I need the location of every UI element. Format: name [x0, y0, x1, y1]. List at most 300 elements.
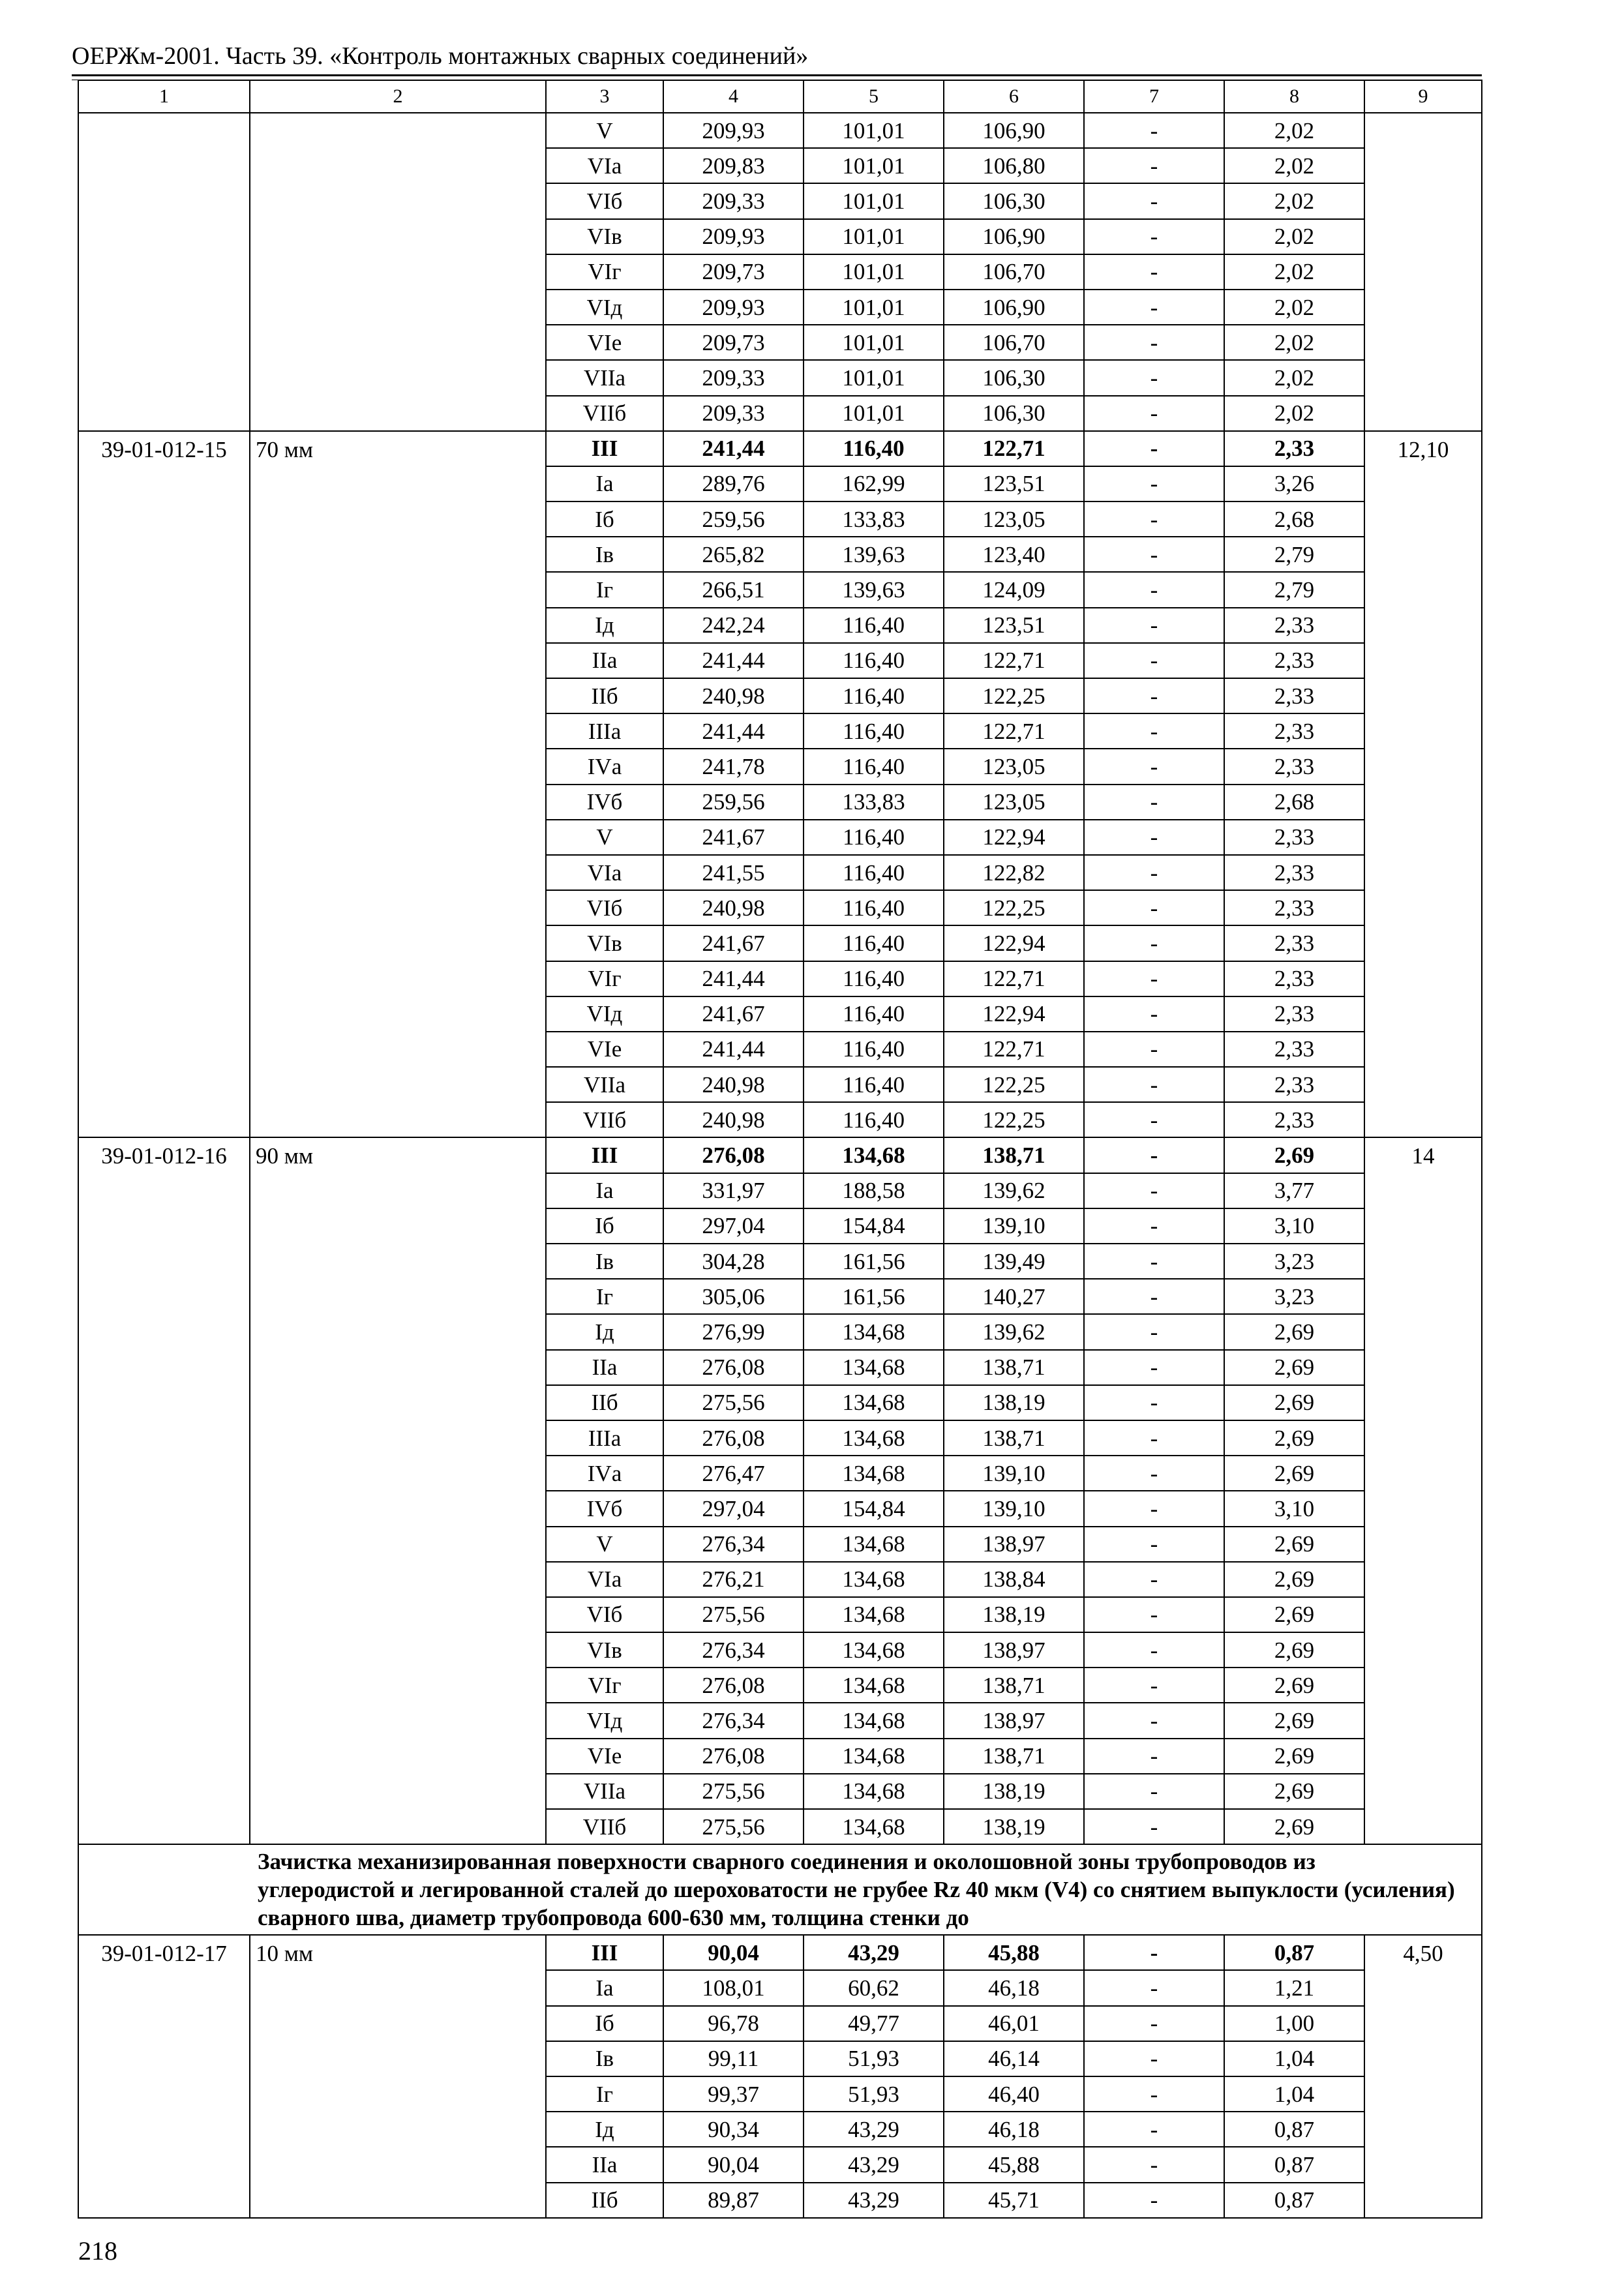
value-cell-5: 116,40	[804, 820, 944, 855]
value-cell-7: -	[1084, 1970, 1224, 2005]
value-cell-7: -	[1084, 2041, 1224, 2076]
category-cell: VIIб	[546, 1102, 663, 1137]
value-cell-7: -	[1084, 2112, 1224, 2147]
value-cell-8: 0,87	[1224, 1935, 1364, 1970]
value-cell-8: 2,33	[1224, 678, 1364, 713]
category-cell: VIв	[546, 925, 663, 961]
value-cell-8: 2,69	[1224, 1350, 1364, 1385]
value-cell-7: -	[1084, 1562, 1224, 1597]
category-cell: VIIа	[546, 1774, 663, 1809]
value-cell-7: -	[1084, 1935, 1224, 1970]
value-cell-8: 2,33	[1224, 1067, 1364, 1102]
category-cell: VIд	[546, 996, 663, 1032]
value-cell-5: 134,68	[804, 1597, 944, 1632]
value-cell-7: -	[1084, 2006, 1224, 2041]
value-cell-4: 209,93	[663, 219, 804, 254]
value-cell-5: 116,40	[804, 608, 944, 643]
category-cell: Iа	[546, 1970, 663, 2005]
value-cell-5: 134,68	[804, 1456, 944, 1491]
value-cell-8: 2,33	[1224, 855, 1364, 890]
value-cell-6: 46,14	[944, 2041, 1084, 2076]
value-cell-4: 108,01	[663, 1970, 804, 2005]
value-cell-6: 122,82	[944, 855, 1084, 890]
value-cell-7: -	[1084, 961, 1224, 996]
value-cell-5: 116,40	[804, 749, 944, 784]
value-cell-5: 116,40	[804, 1067, 944, 1102]
value-cell-8: 2,02	[1224, 325, 1364, 360]
value-cell-5: 134,68	[804, 1137, 944, 1173]
value-cell-7: -	[1084, 1597, 1224, 1632]
value-cell-8: 2,69	[1224, 1420, 1364, 1456]
value-cell-8: 3,23	[1224, 1244, 1364, 1279]
value-cell-7: -	[1084, 466, 1224, 501]
value-cell-5: 188,58	[804, 1173, 944, 1208]
value-cell-4: 241,67	[663, 996, 804, 1032]
category-cell: Iв	[546, 537, 663, 572]
value-cell-8: 2,33	[1224, 1032, 1364, 1067]
value-cell-7: -	[1084, 113, 1224, 148]
value-cell-7: -	[1084, 1668, 1224, 1703]
value-cell-7: -	[1084, 996, 1224, 1032]
category-cell: IIб	[546, 1385, 663, 1420]
value-cell-5: 101,01	[804, 254, 944, 290]
value-cell-7: -	[1084, 678, 1224, 713]
value-cell-5: 134,68	[804, 1632, 944, 1668]
value-cell-5: 134,68	[804, 1314, 944, 1349]
value-cell-4: 276,34	[663, 1703, 804, 1738]
category-cell: VIг	[546, 1668, 663, 1703]
rates-table	[78, 80, 1482, 2219]
column-header: 6	[944, 80, 1084, 113]
value-cell-4: 209,73	[663, 325, 804, 360]
value-cell-7: -	[1084, 1809, 1224, 1844]
value-cell-4: 90,04	[663, 1935, 804, 1970]
value-cell-5: 116,40	[804, 1102, 944, 1137]
value-cell-4: 241,55	[663, 855, 804, 890]
value-cell-8: 1,21	[1224, 1970, 1364, 2005]
value-cell-5: 116,40	[804, 890, 944, 925]
category-cell: Iв	[546, 2041, 663, 2076]
category-cell: IIа	[546, 1350, 663, 1385]
value-cell-4: 241,78	[663, 749, 804, 784]
category-cell: VIб	[546, 1597, 663, 1632]
value-cell-6: 46,40	[944, 2076, 1084, 2112]
category-cell: VIа	[546, 1562, 663, 1597]
value-cell-8: 2,69	[1224, 1632, 1364, 1668]
value-cell-7: -	[1084, 1208, 1224, 1244]
value-cell-6: 122,94	[944, 996, 1084, 1032]
value-cell-7: -	[1084, 1527, 1224, 1562]
category-cell: III	[546, 1935, 663, 1970]
value-cell-5: 43,29	[804, 1935, 944, 1970]
value-cell-4: 276,34	[663, 1632, 804, 1668]
value-cell-6: 122,25	[944, 1067, 1084, 1102]
value-cell-4: 209,93	[663, 290, 804, 325]
value-cell-7: -	[1084, 749, 1224, 784]
table-body	[78, 80, 1482, 2218]
value-cell-6: 122,71	[944, 961, 1084, 996]
category-cell: VIIб	[546, 1809, 663, 1844]
value-cell-6: 138,71	[944, 1668, 1084, 1703]
category-cell: Iа	[546, 466, 663, 501]
category-cell: Iг	[546, 2076, 663, 2112]
value-cell-4: 275,56	[663, 1385, 804, 1420]
value-cell-6: 106,30	[944, 396, 1084, 431]
value-cell-8: 2,33	[1224, 996, 1364, 1032]
value-cell-7: -	[1084, 2183, 1224, 2218]
value-cell-5: 49,77	[804, 2006, 944, 2041]
value-cell-7: -	[1084, 1632, 1224, 1668]
value-cell-4: 241,44	[663, 961, 804, 996]
value-cell-4: 275,56	[663, 1774, 804, 1809]
column-header: 2	[250, 80, 546, 113]
category-cell: IIIа	[546, 1420, 663, 1456]
rate-value: 12,10	[1364, 431, 1482, 1138]
value-cell-8: 2,33	[1224, 925, 1364, 961]
value-cell-5: 116,40	[804, 713, 944, 749]
value-cell-6: 122,94	[944, 925, 1084, 961]
rate-description	[250, 113, 546, 431]
value-cell-4: 89,87	[663, 2183, 804, 2218]
value-cell-8: 2,69	[1224, 1314, 1364, 1349]
value-cell-5: 116,40	[804, 1032, 944, 1067]
value-cell-7: -	[1084, 2147, 1224, 2182]
value-cell-6: 106,30	[944, 360, 1084, 395]
category-cell: Iд	[546, 608, 663, 643]
value-cell-8: 2,02	[1224, 183, 1364, 218]
value-cell-6: 106,80	[944, 148, 1084, 183]
value-cell-6: 46,18	[944, 1970, 1084, 2005]
value-cell-8: 2,68	[1224, 501, 1364, 537]
value-cell-4: 242,24	[663, 608, 804, 643]
category-cell: IVа	[546, 749, 663, 784]
value-cell-6: 106,70	[944, 325, 1084, 360]
value-cell-8: 2,69	[1224, 1527, 1364, 1562]
value-cell-6: 45,88	[944, 2147, 1084, 2182]
value-cell-4: 289,76	[663, 466, 804, 501]
value-cell-8: 2,33	[1224, 608, 1364, 643]
value-cell-7: -	[1084, 1314, 1224, 1349]
value-cell-5: 154,84	[804, 1208, 944, 1244]
category-cell: V	[546, 820, 663, 855]
value-cell-4: 259,56	[663, 501, 804, 537]
value-cell-4: 304,28	[663, 1244, 804, 1279]
value-cell-8: 2,69	[1224, 1597, 1364, 1632]
value-cell-7: -	[1084, 608, 1224, 643]
value-cell-8: 2,79	[1224, 572, 1364, 607]
value-cell-6: 46,18	[944, 2112, 1084, 2147]
value-cell-8: 2,02	[1224, 396, 1364, 431]
value-cell-5: 134,68	[804, 1562, 944, 1597]
value-cell-8: 2,69	[1224, 1562, 1364, 1597]
category-cell: Iб	[546, 2006, 663, 2041]
value-cell-5: 139,63	[804, 537, 944, 572]
value-cell-7: -	[1084, 1774, 1224, 1809]
value-cell-8: 2,69	[1224, 1137, 1364, 1173]
section-description: Зачистка механизированная поверхности сварного соединения и околошовной зоны трубопроводов из углеродистой и легированной сталей до шероховатости не грубее Rz 40 мкм (V4) со снятием выпуклости (усиления) сварного шва, диаметр трубопровода 600-630 мм, толщина стенки до	[78, 1844, 1482, 1935]
value-cell-5: 134,68	[804, 1809, 944, 1844]
value-cell-8: 2,02	[1224, 113, 1364, 148]
value-cell-8: 2,69	[1224, 1739, 1364, 1774]
value-cell-5: 43,29	[804, 2183, 944, 2218]
value-cell-8: 3,10	[1224, 1208, 1364, 1244]
value-cell-5: 101,01	[804, 396, 944, 431]
value-cell-6: 138,19	[944, 1774, 1084, 1809]
category-cell: III	[546, 1137, 663, 1173]
value-cell-4: 241,67	[663, 820, 804, 855]
category-cell: IIIа	[546, 713, 663, 749]
value-cell-8: 2,33	[1224, 961, 1364, 996]
value-cell-4: 276,08	[663, 1668, 804, 1703]
value-cell-8: 2,69	[1224, 1668, 1364, 1703]
rate-description: 10 мм	[250, 1935, 546, 2218]
category-cell: IIа	[546, 2147, 663, 2182]
value-cell-5: 101,01	[804, 325, 944, 360]
category-cell: IVа	[546, 1456, 663, 1491]
category-cell: V	[546, 1527, 663, 1562]
value-cell-6: 139,10	[944, 1491, 1084, 1526]
value-cell-7: -	[1084, 1420, 1224, 1456]
value-cell-6: 138,97	[944, 1703, 1084, 1738]
value-cell-7: -	[1084, 396, 1224, 431]
category-cell: Iг	[546, 572, 663, 607]
value-cell-7: -	[1084, 1102, 1224, 1137]
value-cell-8: 2,69	[1224, 1456, 1364, 1491]
value-cell-6: 106,90	[944, 113, 1084, 148]
value-cell-6: 122,71	[944, 643, 1084, 678]
value-cell-6: 138,71	[944, 1350, 1084, 1385]
rate-value: 14	[1364, 1137, 1482, 1844]
column-header: 7	[1084, 80, 1224, 113]
value-cell-4: 241,44	[663, 431, 804, 466]
column-header: 9	[1364, 80, 1482, 113]
value-cell-6: 122,71	[944, 713, 1084, 749]
value-cell-4: 90,04	[663, 2147, 804, 2182]
value-cell-4: 240,98	[663, 1102, 804, 1137]
value-cell-5: 116,40	[804, 678, 944, 713]
value-cell-4: 209,73	[663, 254, 804, 290]
value-cell-5: 134,68	[804, 1420, 944, 1456]
value-cell-4: 276,99	[663, 1314, 804, 1349]
category-cell: Iб	[546, 1208, 663, 1244]
category-cell: VIб	[546, 890, 663, 925]
category-cell: VIд	[546, 1703, 663, 1738]
value-cell-4: 209,93	[663, 113, 804, 148]
category-cell: IIб	[546, 678, 663, 713]
value-cell-7: -	[1084, 925, 1224, 961]
value-cell-8: 0,87	[1224, 2147, 1364, 2182]
value-cell-5: 116,40	[804, 431, 944, 466]
value-cell-7: -	[1084, 572, 1224, 607]
value-cell-5: 101,01	[804, 183, 944, 218]
value-cell-6: 122,25	[944, 890, 1084, 925]
value-cell-6: 138,19	[944, 1597, 1084, 1632]
category-cell: IVб	[546, 1491, 663, 1526]
value-cell-6: 123,40	[944, 537, 1084, 572]
value-cell-5: 43,29	[804, 2147, 944, 2182]
column-header: 4	[663, 80, 804, 113]
value-cell-7: -	[1084, 1032, 1224, 1067]
column-header: 5	[804, 80, 944, 113]
value-cell-5: 101,01	[804, 113, 944, 148]
value-cell-4: 276,34	[663, 1527, 804, 1562]
value-cell-8: 2,02	[1224, 360, 1364, 395]
category-cell: IVб	[546, 785, 663, 820]
value-cell-8: 2,33	[1224, 820, 1364, 855]
category-cell: Iг	[546, 1279, 663, 1314]
value-cell-8: 2,33	[1224, 431, 1364, 466]
value-cell-8: 2,33	[1224, 1102, 1364, 1137]
rate-description: 70 мм	[250, 431, 546, 1138]
value-cell-8: 1,04	[1224, 2041, 1364, 2076]
value-cell-7: -	[1084, 1279, 1224, 1314]
table-row	[78, 1935, 1482, 1970]
value-cell-4: 241,44	[663, 713, 804, 749]
value-cell-7: -	[1084, 148, 1224, 183]
value-cell-4: 241,44	[663, 1032, 804, 1067]
value-cell-6: 140,27	[944, 1279, 1084, 1314]
value-cell-7: -	[1084, 1067, 1224, 1102]
category-cell: IIа	[546, 643, 663, 678]
value-cell-5: 154,84	[804, 1491, 944, 1526]
value-cell-7: -	[1084, 1173, 1224, 1208]
value-cell-6: 139,10	[944, 1208, 1084, 1244]
value-cell-8: 2,33	[1224, 749, 1364, 784]
value-cell-6: 106,70	[944, 254, 1084, 290]
value-cell-8: 0,87	[1224, 2183, 1364, 2218]
column-number-row	[78, 80, 1482, 113]
value-cell-7: -	[1084, 183, 1224, 218]
value-cell-5: 116,40	[804, 855, 944, 890]
value-cell-6: 123,05	[944, 749, 1084, 784]
value-cell-6: 138,71	[944, 1739, 1084, 1774]
value-cell-5: 60,62	[804, 1970, 944, 2005]
rate-value: 4,50	[1364, 1935, 1482, 2218]
value-cell-6: 45,71	[944, 2183, 1084, 2218]
value-cell-6: 139,10	[944, 1456, 1084, 1491]
value-cell-8: 3,10	[1224, 1491, 1364, 1526]
value-cell-8: 2,33	[1224, 713, 1364, 749]
category-cell: VIе	[546, 325, 663, 360]
value-cell-4: 209,33	[663, 396, 804, 431]
value-cell-7: -	[1084, 1244, 1224, 1279]
value-cell-5: 134,68	[804, 1668, 944, 1703]
value-cell-5: 134,68	[804, 1774, 944, 1809]
category-cell: Iд	[546, 2112, 663, 2147]
value-cell-5: 116,40	[804, 961, 944, 996]
value-cell-5: 161,56	[804, 1279, 944, 1314]
value-cell-7: -	[1084, 785, 1224, 820]
table-row	[78, 1137, 1482, 1173]
table-row	[78, 431, 1482, 466]
value-cell-5: 101,01	[804, 290, 944, 325]
value-cell-7: -	[1084, 360, 1224, 395]
value-cell-6: 138,71	[944, 1137, 1084, 1173]
category-cell: V	[546, 113, 663, 148]
page-header	[72, 40, 1482, 80]
category-cell: VIа	[546, 855, 663, 890]
value-cell-7: -	[1084, 219, 1224, 254]
column-header: 3	[546, 80, 663, 113]
category-cell: VIIа	[546, 360, 663, 395]
value-cell-4: 240,98	[663, 890, 804, 925]
value-cell-7: -	[1084, 1350, 1224, 1385]
value-cell-6: 122,94	[944, 820, 1084, 855]
category-cell: Iб	[546, 501, 663, 537]
value-cell-8: 2,69	[1224, 1385, 1364, 1420]
header-rule	[72, 74, 1482, 76]
value-cell-6: 106,30	[944, 183, 1084, 218]
value-cell-4: 265,82	[663, 537, 804, 572]
value-cell-6: 138,97	[944, 1527, 1084, 1562]
value-cell-7: -	[1084, 1739, 1224, 1774]
table-row	[78, 113, 1482, 148]
value-cell-4: 305,06	[663, 1279, 804, 1314]
value-cell-6: 123,05	[944, 785, 1084, 820]
value-cell-7: -	[1084, 325, 1224, 360]
category-cell: Iд	[546, 1314, 663, 1349]
value-cell-6: 139,62	[944, 1314, 1084, 1349]
value-cell-8: 3,26	[1224, 466, 1364, 501]
value-cell-7: -	[1084, 820, 1224, 855]
value-cell-7: -	[1084, 890, 1224, 925]
value-cell-4: 90,34	[663, 2112, 804, 2147]
category-cell: VIе	[546, 1032, 663, 1067]
rate-code: 39-01-012-17	[78, 1935, 250, 2218]
value-cell-7: -	[1084, 431, 1224, 466]
category-cell: VIг	[546, 254, 663, 290]
rate-description: 90 мм	[250, 1137, 546, 1844]
value-cell-8: 1,00	[1224, 2006, 1364, 2041]
value-cell-4: 241,67	[663, 925, 804, 961]
value-cell-7: -	[1084, 2076, 1224, 2112]
value-cell-7: -	[1084, 254, 1224, 290]
value-cell-5: 116,40	[804, 996, 944, 1032]
column-header: 1	[78, 80, 250, 113]
category-cell: III	[546, 431, 663, 466]
value-cell-8: 2,69	[1224, 1774, 1364, 1809]
value-cell-5: 139,63	[804, 572, 944, 607]
value-cell-8: 2,33	[1224, 890, 1364, 925]
category-cell: VIв	[546, 1632, 663, 1668]
value-cell-5: 161,56	[804, 1244, 944, 1279]
value-cell-5: 116,40	[804, 643, 944, 678]
value-cell-5: 134,68	[804, 1385, 944, 1420]
value-cell-4: 276,08	[663, 1350, 804, 1385]
value-cell-4: 276,08	[663, 1137, 804, 1173]
value-cell-6: 124,09	[944, 572, 1084, 607]
value-cell-7: -	[1084, 713, 1224, 749]
value-cell-7: -	[1084, 1703, 1224, 1738]
value-cell-6: 46,01	[944, 2006, 1084, 2041]
value-cell-8: 2,02	[1224, 290, 1364, 325]
value-cell-8: 2,79	[1224, 537, 1364, 572]
value-cell-4: 259,56	[663, 785, 804, 820]
value-cell-5: 51,93	[804, 2041, 944, 2076]
value-cell-6: 138,97	[944, 1632, 1084, 1668]
category-cell: IIб	[546, 2183, 663, 2218]
category-cell: VIб	[546, 183, 663, 218]
value-cell-6: 122,25	[944, 678, 1084, 713]
value-cell-4: 99,11	[663, 2041, 804, 2076]
value-cell-5: 101,01	[804, 219, 944, 254]
value-cell-6: 122,71	[944, 1032, 1084, 1067]
value-cell-4: 297,04	[663, 1491, 804, 1526]
value-cell-4: 276,08	[663, 1739, 804, 1774]
header-title: ОЕРЖм-2001. Часть 39. «Контроль монтажных сварных соединений»	[72, 42, 809, 70]
category-cell: VIг	[546, 961, 663, 996]
value-cell-4: 96,78	[663, 2006, 804, 2041]
